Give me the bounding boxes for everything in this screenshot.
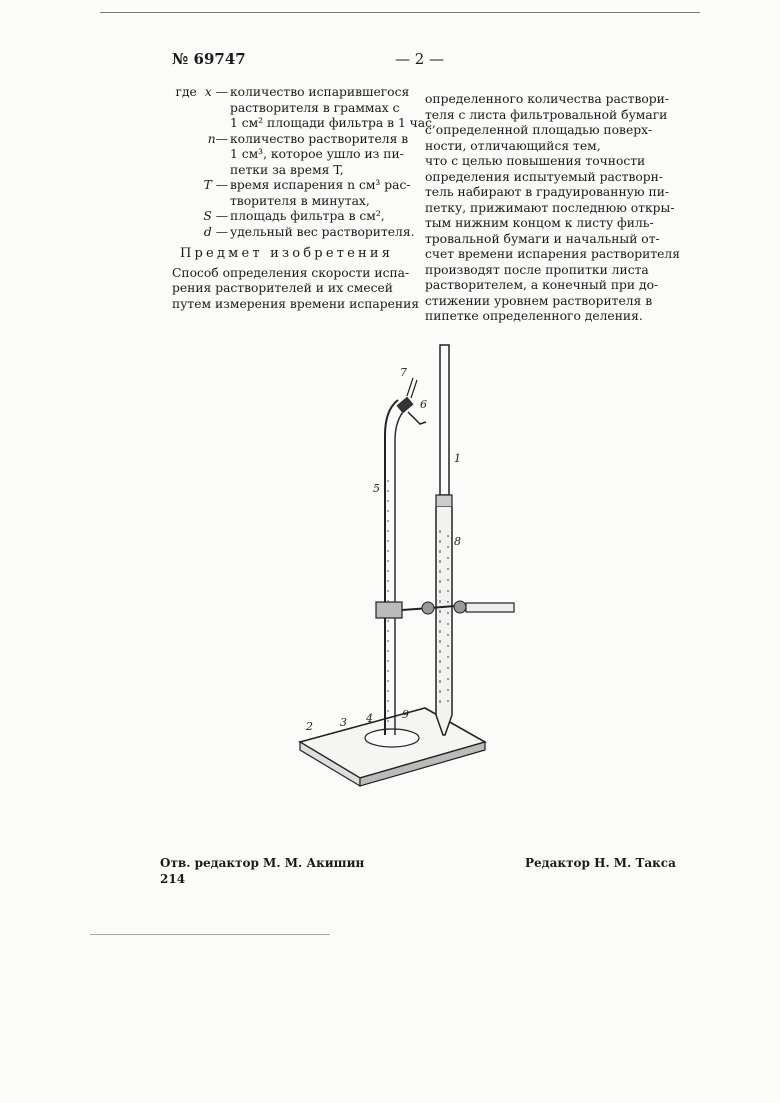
page-number: — 2 — xyxy=(395,50,445,68)
definition-symbol: где x — xyxy=(175,85,228,99)
footer-code: 214 xyxy=(160,872,186,886)
text-line: тым нижним концом к листу филь- xyxy=(425,216,654,230)
definition-text: растворителя в граммах с xyxy=(230,100,400,115)
text-line: теля с листа фильтровальной бумаги xyxy=(425,107,668,122)
claim-right-column xyxy=(425,92,680,325)
figure-label: 7 xyxy=(400,366,407,379)
text-line: путем измерения времени испарения xyxy=(172,296,420,311)
definition-text: творителя в минутах, xyxy=(230,193,370,208)
definition-text: площадь фильтра в см², xyxy=(230,209,385,223)
definitions-intro: где xyxy=(175,85,197,99)
definition-line xyxy=(172,209,412,225)
figure-label: 4 xyxy=(366,712,373,725)
text-line: с определенной площадью поверх- xyxy=(425,123,653,137)
text-line: стижении уровнем растворителя в xyxy=(425,293,653,308)
definition-text: время испарения n см³ рас- xyxy=(230,178,411,192)
text-line: тровальной бумаги и начальный от- xyxy=(425,231,660,246)
patent-number: № 69747 xyxy=(172,50,246,68)
bottom-rule xyxy=(90,934,330,935)
text-line: что с целью повышения точности xyxy=(425,154,646,168)
text-line: производят после пропитки листа xyxy=(425,262,649,277)
filter-paper xyxy=(365,729,419,747)
definition-text: количество испарившегося xyxy=(230,85,410,99)
definition-line xyxy=(172,132,412,148)
figure-label: 5 xyxy=(373,482,380,495)
definition-text: удельный вес растворителя. xyxy=(230,224,415,239)
apparatus-figure xyxy=(280,330,540,790)
definition-line xyxy=(172,116,436,132)
text-line: рения растворителей и их смесей xyxy=(172,281,394,295)
definition-symbol: n— xyxy=(207,131,228,146)
claim-left-column xyxy=(172,265,420,313)
definition-line xyxy=(172,178,412,194)
burette-right xyxy=(436,345,452,735)
definition-line xyxy=(172,147,412,163)
figure-label: 2 xyxy=(306,720,313,733)
definition-line xyxy=(172,85,412,101)
footer-right-editor: Редактор Н. М. Такса xyxy=(525,856,676,870)
text-line: пипетке определенного деления. xyxy=(425,309,643,323)
definition-line xyxy=(172,194,412,210)
footer-left-editor: Отв. редактор М. М. Акишин xyxy=(160,856,365,870)
definition-line xyxy=(172,101,412,117)
definition-text: петки за время T, xyxy=(230,162,344,177)
figure-label: 9 xyxy=(402,708,409,721)
text-line: определенного количества раствори- xyxy=(425,92,670,106)
text-line: определения испытуемый растворн- xyxy=(425,169,664,184)
definition-line xyxy=(172,163,412,179)
definitions-block xyxy=(172,85,436,312)
section-heading: Предмет изобретения xyxy=(180,246,394,261)
definitions-list xyxy=(172,85,436,240)
text-line: счет времени испарения растворителя xyxy=(425,247,680,261)
definition-text: количество растворителя в xyxy=(230,131,409,146)
text-line: растворителем, а конечный при до- xyxy=(425,278,659,292)
figure-label: 6 xyxy=(420,398,427,411)
text-line: тель набирают в градуированную пи- xyxy=(425,185,670,199)
figure-label: 8 xyxy=(454,535,461,548)
top-rule xyxy=(100,12,700,13)
definition-line xyxy=(172,224,415,241)
text-line: петку, прижимают последнюю откры- xyxy=(425,200,675,215)
definition-text: 1 см² площади фильтра в 1 час, xyxy=(230,116,436,130)
pipette-left xyxy=(385,378,426,735)
text-line: Способ определения скорости испа- xyxy=(172,265,410,280)
figure-label: 3 xyxy=(340,716,347,729)
definition-symbol: S — xyxy=(203,209,228,223)
figure-label: 1 xyxy=(454,452,461,465)
definition-symbol: T — xyxy=(203,178,228,192)
definition-symbol: d — xyxy=(203,224,228,239)
definition-text: 1 см³, которое ушло из пи- xyxy=(230,147,404,161)
text-line: ности, отличающийся тем, xyxy=(425,138,601,153)
